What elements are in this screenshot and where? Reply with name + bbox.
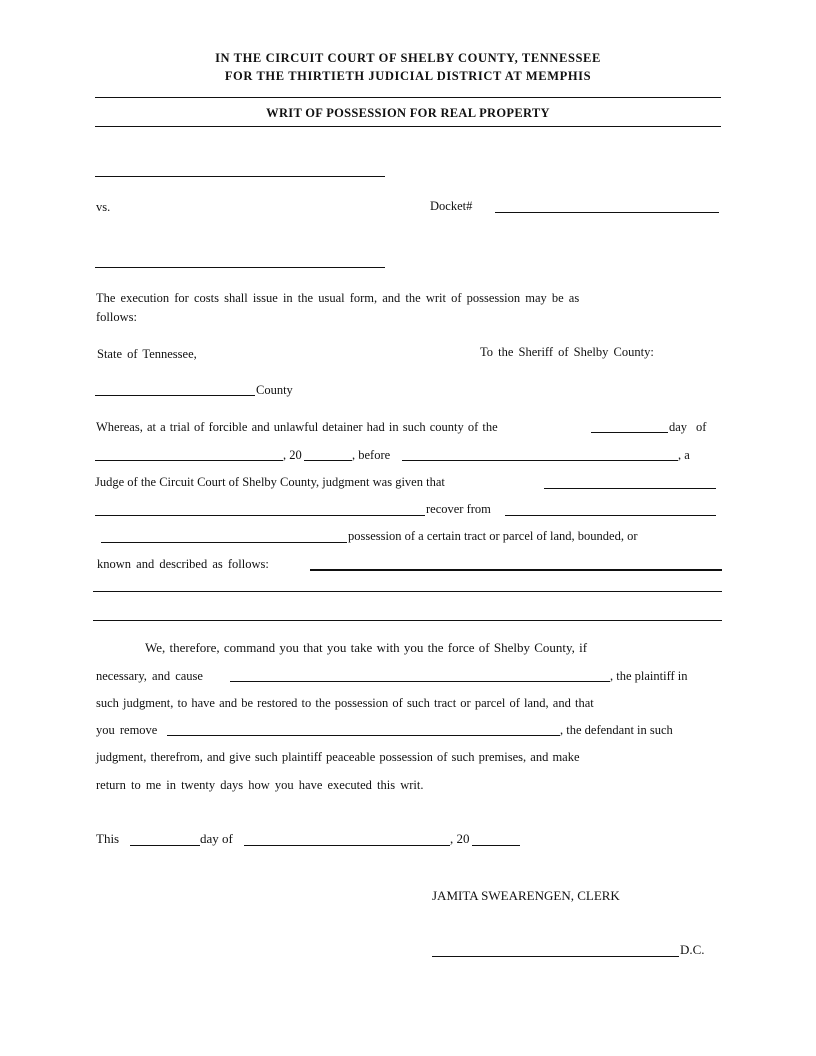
trial-day-line[interactable] [591,432,668,433]
day-of-label: day of [200,831,233,846]
document-title: WRIT OF POSSESSION FOR REAL PROPERTY [266,106,550,120]
vs-label: vs. [96,200,111,214]
command-line-3: such judgment, to have and be restored to the possession of such tract or parcel of land, and that [96,696,594,710]
issue-day-line[interactable] [130,845,200,846]
command-line-2-end: , the plaintiff in [610,669,688,683]
possession-text: possession of a certain tract or parcel of land, bounded, or [348,529,638,543]
defendant-recover-line[interactable] [505,515,716,516]
county-name-line[interactable] [95,395,255,396]
trial-month-line[interactable] [95,460,283,461]
plaintiff-recover-line[interactable] [544,488,716,489]
district-heading: FOR THE THIRTIETH JUDICIAL DISTRICT AT MEMPHIS [224,69,592,83]
command-line-5: judgment, therefrom, and give such plaintiff peaceable possession of such premises, and make [96,750,580,764]
plaintiff-recover-line-2[interactable] [95,515,425,516]
defendant-remove-line[interactable] [167,735,560,736]
recover-from-label: recover from [426,502,491,516]
defendant-name-line[interactable] [95,267,385,268]
command-line-4-start: you remove [96,723,158,737]
command-line-2-start: necessary, and cause [96,669,203,683]
this-label: This [96,831,120,846]
issue-year-line[interactable] [472,845,520,846]
command-line-4-end: , the defendant in such [560,723,673,737]
header-bottom-rule [95,126,721,127]
intro-text: The execution for costs shall issue in the usual form, and the writ of possession may be as [96,291,580,305]
judge-text: Judge of the Circuit Court of Shelby County, judgment was given that [95,475,445,489]
before-label: , before [352,448,391,462]
state-label: State of Tennessee, [97,347,197,361]
year-prefix-label: , 20 [283,448,302,462]
a-label: , a [678,448,690,462]
issue-month-line[interactable] [244,845,450,846]
command-line-1: We, therefore, command you that you take with you the force of Shelby County, if [145,640,588,655]
court-name-heading: IN THE CIRCUIT COURT OF SHELBY COUNTY, TENNESSEE [215,51,601,65]
plaintiff-restore-line[interactable] [230,681,610,682]
deputy-clerk-signature-line[interactable] [432,956,679,957]
property-description-line-3[interactable] [93,620,722,621]
sheriff-label: To the Sheriff of Shelby County: [480,345,654,359]
plaintiff-name-line[interactable] [95,176,385,177]
of-label: of [696,420,707,434]
county-label: County [256,383,293,397]
clerk-name: JAMITA SWEARENGEN, CLERK [432,888,620,903]
whereas-text: Whereas, at a trial of forcible and unlawful detainer had in such county of the [96,420,498,434]
property-description-line-2[interactable] [93,591,722,592]
intro-text-cont: follows: [96,310,137,324]
docket-label: Docket# [430,199,473,213]
docket-number-line[interactable] [495,212,719,213]
trial-year-line[interactable] [304,460,352,461]
judge-name-line[interactable] [402,460,678,461]
known-described-text: known and described as follows: [97,557,269,571]
property-description-line-1[interactable] [310,569,722,571]
defendant-recover-line-2[interactable] [101,542,347,543]
day-label: day [669,420,688,434]
issue-year-prefix: , 20 [450,831,470,846]
header-top-rule [95,97,721,98]
command-line-6: return to me in twenty days how you have executed this writ. [96,778,424,792]
dc-label: D.C. [680,942,705,957]
